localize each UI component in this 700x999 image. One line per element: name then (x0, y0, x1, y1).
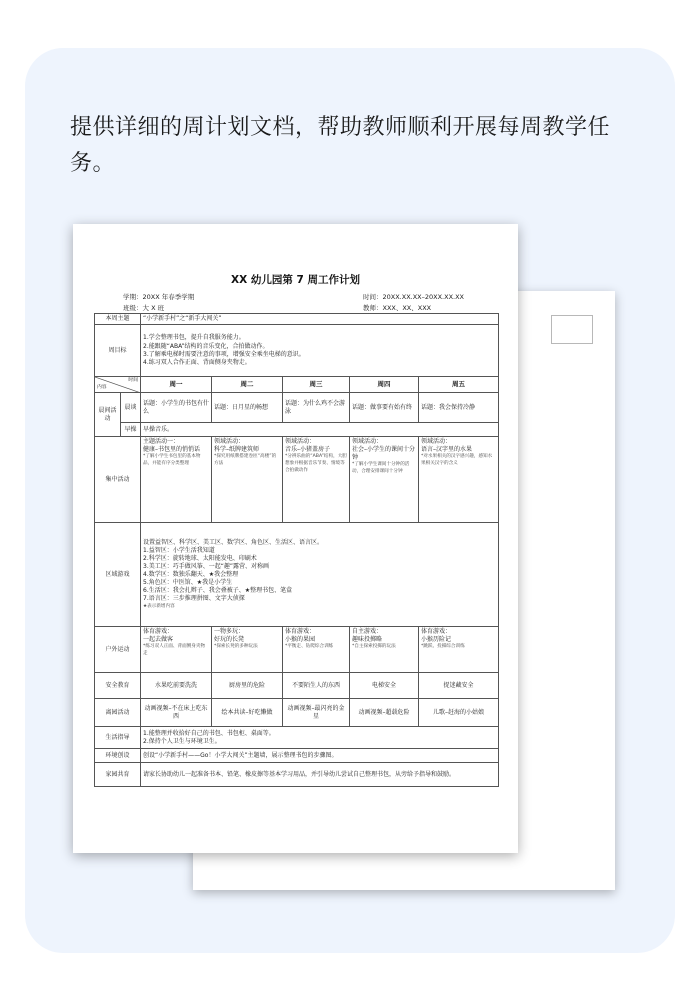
outdoor-cell (212, 627, 283, 673)
life-label: 生活指导 (95, 727, 141, 749)
group-cell (350, 437, 419, 523)
area-item: 1.益智区：小学生活我知道 (143, 546, 215, 554)
group-note: *了解小学生课间十分钟的活动，合理安排课间十分钟 (352, 462, 410, 475)
group-line: 社会–小学生的课间十分钟 (352, 446, 416, 462)
outdoor-cell (350, 627, 419, 673)
talk-label: 晨谈 (121, 393, 141, 423)
group-line: 语言–汉字里的水果 (421, 446, 473, 454)
safety-cell: 电梯安全 (350, 673, 419, 699)
time-text: 时间：20XX.XX.XX–20XX.XX.XX (363, 293, 464, 301)
weekly-plan-document (73, 224, 518, 853)
corner-time-label: 时间 (128, 378, 139, 384)
outdoor-note: *平衡走、钻爬综合训练 (285, 644, 334, 650)
exercise-value: 早操音乐。 (141, 423, 499, 437)
theme-value: “小学新手村”之“新手大闯关” (141, 314, 499, 325)
goals-row (95, 325, 499, 377)
safety-cell: 水果吃前要洗洗 (141, 673, 212, 699)
outdoor-line: 一起去做客 (143, 636, 174, 644)
area-note: ★表示新增内容 (143, 603, 175, 609)
goal-item: 3.了解乘电梯时需要注意的事项，增强安全乘坐电梯的意识。 (143, 350, 305, 358)
leave-label: 离园活动 (95, 699, 141, 727)
group-line: 领域活动： (421, 438, 452, 446)
area-item: 2.科学区：旋转地球、太阳能发电、印刷术 (143, 554, 257, 562)
home-label: 家园共育 (95, 763, 141, 787)
safety-row (95, 673, 499, 699)
leave-cell: 绘本共读–好吃懒做 (212, 699, 283, 727)
life-cell (141, 727, 499, 749)
group-cell (283, 437, 350, 523)
goal-item: 1.学会整理书包，提升自我服务能力。 (143, 334, 245, 342)
group-line: 领域活动： (214, 438, 245, 446)
home-row (95, 763, 499, 787)
leave-cell: 动画视频–超载危险 (350, 699, 419, 727)
area-item: 5.角色区：中医馆、★我是小学生 (143, 579, 233, 587)
safety-cell: 捉迷藏安全 (419, 673, 499, 699)
area-label: 区域游戏 (95, 523, 141, 627)
group-note: *探究用纸牌搭建卷匝“高楼”的方法 (214, 454, 277, 467)
document-title: XX 幼儿园第 7 周工作计划 (231, 274, 360, 286)
talk-cell: 话题：做事要有始有终 (350, 393, 419, 423)
outdoor-note: *自主探索投掷的玩法 (352, 644, 396, 650)
env-row (95, 749, 499, 763)
group-note: *了解小学生书包里的基本物品，并能有序分类整理 (143, 454, 201, 467)
leave-row (95, 699, 499, 727)
outdoor-note: *跳跃、投掷综合训练 (421, 644, 465, 650)
outdoor-line: 小猴的果园 (285, 636, 316, 644)
group-note: *分辨乐曲的“ABA”结构，大胆想象并根据音乐节奏、情境等合拍做动作 (285, 454, 347, 474)
headline: 提供详细的周计划文档，帮助教师顺利开展每周教学任务。 (70, 115, 611, 176)
group-label: 集中活动 (95, 437, 141, 523)
talk-cell: 话题：为什么鸡不会游泳 (283, 393, 350, 423)
day-header: 周三 (283, 377, 350, 393)
leave-cell: 动画视频–不在床上吃东西 (141, 699, 212, 727)
group-cell (141, 437, 212, 523)
leave-cell: 儿歌–赶海的小姑娘 (419, 699, 499, 727)
plan-table (94, 313, 499, 787)
home-value: 请家长协助幼儿一起准备书本、铅笔、橡皮擦等基本学习用品，并引导幼儿尝试自己整理书包，从旁给予指导和鼓励。 (141, 763, 499, 787)
outdoor-cell (283, 627, 350, 673)
outdoor-label: 户外运动 (95, 627, 141, 673)
area-item: 设置益智区、科学区、美工区、数学区、角色区、生活区、语言区。 (143, 538, 324, 546)
outdoor-line: 好玩的长凳 (214, 636, 245, 644)
life-item: 2.保持个人卫生与环境卫生。 (143, 737, 221, 745)
outdoor-line: 小猴历险记 (421, 636, 452, 644)
group-line: 领域活动： (285, 438, 316, 446)
outdoor-line: 趣味投掷略 (352, 636, 383, 644)
group-cell (212, 437, 283, 523)
theme-label: 本周主题 (95, 314, 141, 325)
area-item: 4.数学区：数独乐翻天、★我会整理 (143, 571, 239, 579)
exercise-row (95, 423, 499, 437)
exercise-label: 早操 (121, 423, 141, 437)
life-item: 1.能整理并收拾好自己的书包、书包柜、桌面等。 (143, 729, 275, 737)
day-header: 周一 (141, 377, 212, 393)
outdoor-cell (419, 627, 499, 673)
group-line: 健康–书包里的悄悄话 (143, 446, 201, 454)
area-item: 3.美工区：巧手做风筝、一起“趣”露营、对称画 (143, 563, 269, 571)
group-line: 领域活动： (352, 438, 383, 446)
outdoor-line: 体育游戏： (143, 628, 174, 636)
back-sheet-frame (551, 315, 593, 344)
area-item: 7.语言区：三步推理拼图、文字大侦探 (143, 595, 245, 603)
goal-item: 4.练习双人合作正面、背面侧身夹物走。 (143, 358, 251, 366)
talk-cell: 话题：小学生的书包有什么 (141, 393, 212, 423)
leave-cell: 动画视频–最闪亮的金星 (283, 699, 350, 727)
area-item: 6.生活区：我会扎辫子、我会叠被子、★整理书包、笔盒 (143, 587, 293, 595)
corner-cell (95, 377, 141, 393)
morning-label: 晨间活动 (95, 393, 121, 437)
group-cell (419, 437, 499, 523)
morning-talk-row (95, 393, 499, 423)
group-note: *对水果相关的汉字感兴趣，感知水果相关汉字的含义 (421, 454, 493, 467)
teachers-text: 教师：XXX、XX、XXX (363, 304, 432, 312)
outdoor-line: 体育游戏： (285, 628, 316, 636)
outdoor-line: 一物多玩： (214, 628, 245, 636)
goals-label: 周目标 (95, 325, 141, 377)
group-activity-row (95, 437, 499, 523)
goal-item: 2.能跟随“ABA”结构的音乐变化，合拍做动作。 (143, 342, 269, 350)
group-line: 科学–纸牌建筑师 (214, 446, 260, 454)
day-header: 周五 (419, 377, 499, 393)
outdoor-note: *练习双人正面、背面侧身夹物走 (143, 644, 206, 657)
outdoor-note: *探索长凳的多种玩法 (214, 644, 258, 650)
area-cell (141, 523, 499, 627)
day-header: 周四 (350, 377, 419, 393)
env-value: 创设“小学新手村——Go！小学大闯关”主题墙，展示整理书包的步骤图。 (141, 749, 499, 763)
corner-content-label: 内容 (97, 384, 107, 390)
theme-row (95, 314, 499, 325)
life-row (95, 727, 499, 749)
group-line: 主题活动一： (143, 438, 180, 446)
outdoor-row (95, 627, 499, 673)
talk-cell: 话题：我会保持冷静 (419, 393, 499, 423)
outdoor-line: 体育游戏： (421, 628, 452, 636)
talk-cell: 话题：日月星的畅想 (212, 393, 283, 423)
day-header: 周二 (212, 377, 283, 393)
safety-label: 安全教育 (95, 673, 141, 699)
class-text: 班级：大 X 班 (123, 304, 165, 312)
safety-cell: 不要陌生人的东西 (283, 673, 350, 699)
area-game-row (95, 523, 499, 627)
goals-cell (141, 325, 499, 377)
env-label: 环境创设 (95, 749, 141, 763)
outdoor-cell (141, 627, 212, 673)
days-header-row (95, 377, 499, 393)
safety-cell: 厨房里的危险 (212, 673, 283, 699)
outdoor-line: 自主游戏： (352, 628, 383, 636)
semester-text: 学期：20XX 年春季学期 (123, 293, 195, 301)
group-line: 音乐–小猪盖房子 (285, 446, 331, 454)
